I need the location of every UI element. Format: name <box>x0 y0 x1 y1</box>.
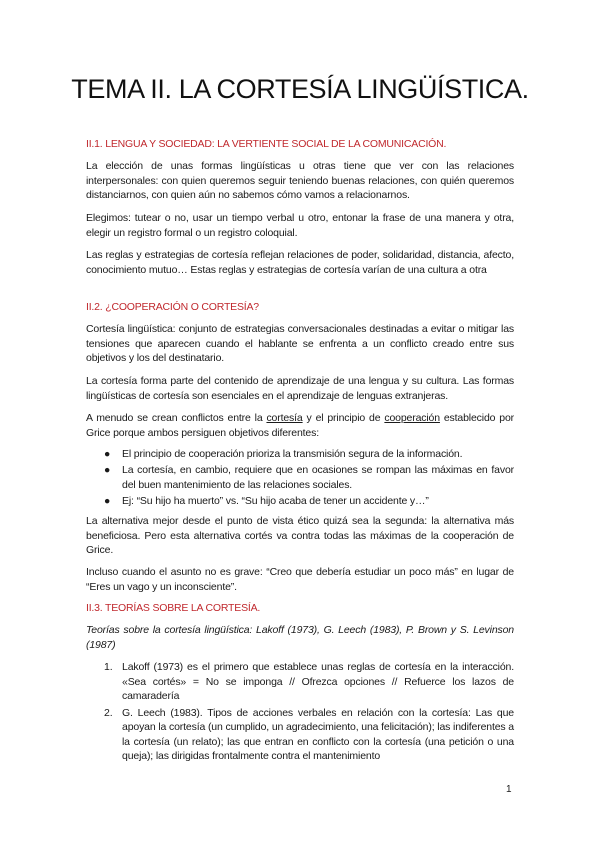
bullet-icon: ● <box>104 448 111 460</box>
paragraph: La elección de unas formas lingüísticas u otras tiene que ver con las relaciones interpersonales: con quien queremos seguir teniendo buenas relaciones, con quién queremos distanciarnos, con quien aún no sabemos cómo vamos a relacionarnos. <box>86 160 514 201</box>
list-item-text: El principio de cooperación prioriza la transmisión segura de la información. <box>122 448 463 460</box>
list-item <box>104 447 514 462</box>
paragraph: Cortesía lingüística: conjunto de estrategias conversacionales destinadas a evitar o mitigar las tensiones que aparecen cuando el hablante se enfrenta a un conflicto creado entre sus objetivos y los del destinatario. <box>86 323 514 364</box>
list-item-text: Lakoff (1973) es el primero que establece unas reglas de cortesía en la interacción. «Sea cortés» = No se imponga // Ofrezca opciones // Refuerce los lazos de camaradería <box>122 661 514 702</box>
paragraph: Incluso cuando el asunto no es grave: “Creo que debería estudiar un poco más” en lugar de “Eres un vago y un inconsciente”. <box>86 566 514 593</box>
list-number: 2. <box>104 706 113 719</box>
section-heading-3: II.3. TEORÍAS SOBRE LA CORTESÍA. <box>86 602 261 614</box>
page-number: 1 <box>506 784 512 795</box>
bullet-icon: ● <box>104 464 111 476</box>
paragraph: La alternativa mejor desde el punto de vista ético quizá sea la segunda: la alternativa más beneficiosa. Pero esta alternativa cortés va contra todas las máximas de la cooperación de Grice. <box>86 515 514 556</box>
text-run: establecido por Grice porque ambos persiguen objetivos diferentes: <box>86 412 514 439</box>
paragraph: Las reglas y estrategias de cortesía reflejan relaciones de poder, solidaridad, distancia, afecto, conocimiento mutuo… Estas reglas y estrategias de cortesía varían de una cultura a otra <box>86 249 514 276</box>
bullet-icon: ● <box>104 494 111 507</box>
paragraph: Elegimos: tutear o no, usar un tiempo verbal u otro, entonar la frase de una manera y otra, elegir un registro formal o un registro coloquial. <box>86 212 514 239</box>
text-run: A menudo se crean conflictos entre la <box>86 412 267 424</box>
list-item-text: La cortesía, en cambio, requiere que en ocasiones se rompan las máximas en favor del buen mantenimiento de las relaciones sociales. <box>122 464 514 491</box>
list-item <box>104 706 514 764</box>
list-item-text: Ej: “Su hijo ha muerto” vs. “Su hijo acaba de tener un accidente y…” <box>122 494 429 507</box>
list-item-text: G. Leech (1983). Tipos de acciones verbales en relación con la cortesía: Las que apoyan la cortesía (un cumplido, un agradecimiento, una felicitación); las indiferentes a la cortesía (un relato); las que entran en conflicto con la cortesía (una petición o una queja); las dirigidas frontalmente contra el mantenimiento <box>122 706 514 762</box>
underlined-term-cortesia: cortesía <box>266 412 303 424</box>
list-number: 1. <box>104 661 113 673</box>
paragraph-intro: Teorías sobre la cortesía lingüística: Lakoff (1973), G. Leech (1983), P. Brown y S. Levinson (1987) <box>86 624 514 651</box>
numbered-list <box>104 660 514 764</box>
paragraph <box>86 411 514 440</box>
text-run: y el principio de <box>302 412 385 424</box>
list-item <box>104 463 514 492</box>
page-title: TEMA II. LA CORTESÍA LINGÜÍSTICA. <box>71 74 529 104</box>
section-heading-2: II.2. ¿COOPERACIÓN O CORTESÍA? <box>86 301 259 313</box>
section-heading-1: II.1. LENGUA Y SOCIEDAD: LA VERTIENTE SOCIAL DE LA COMUNICACIÓN. <box>86 138 447 150</box>
list-item <box>104 494 514 509</box>
underlined-term-cooperacion: cooperación <box>384 412 440 424</box>
paragraph: La cortesía forma parte del contenido de aprendizaje de una lengua y su cultura. Las formas lingüísticas de cortesía son esenciales en el aprendizaje de lenguas extranjeras. <box>86 375 514 402</box>
bullet-list <box>104 447 514 508</box>
list-item <box>104 660 514 704</box>
